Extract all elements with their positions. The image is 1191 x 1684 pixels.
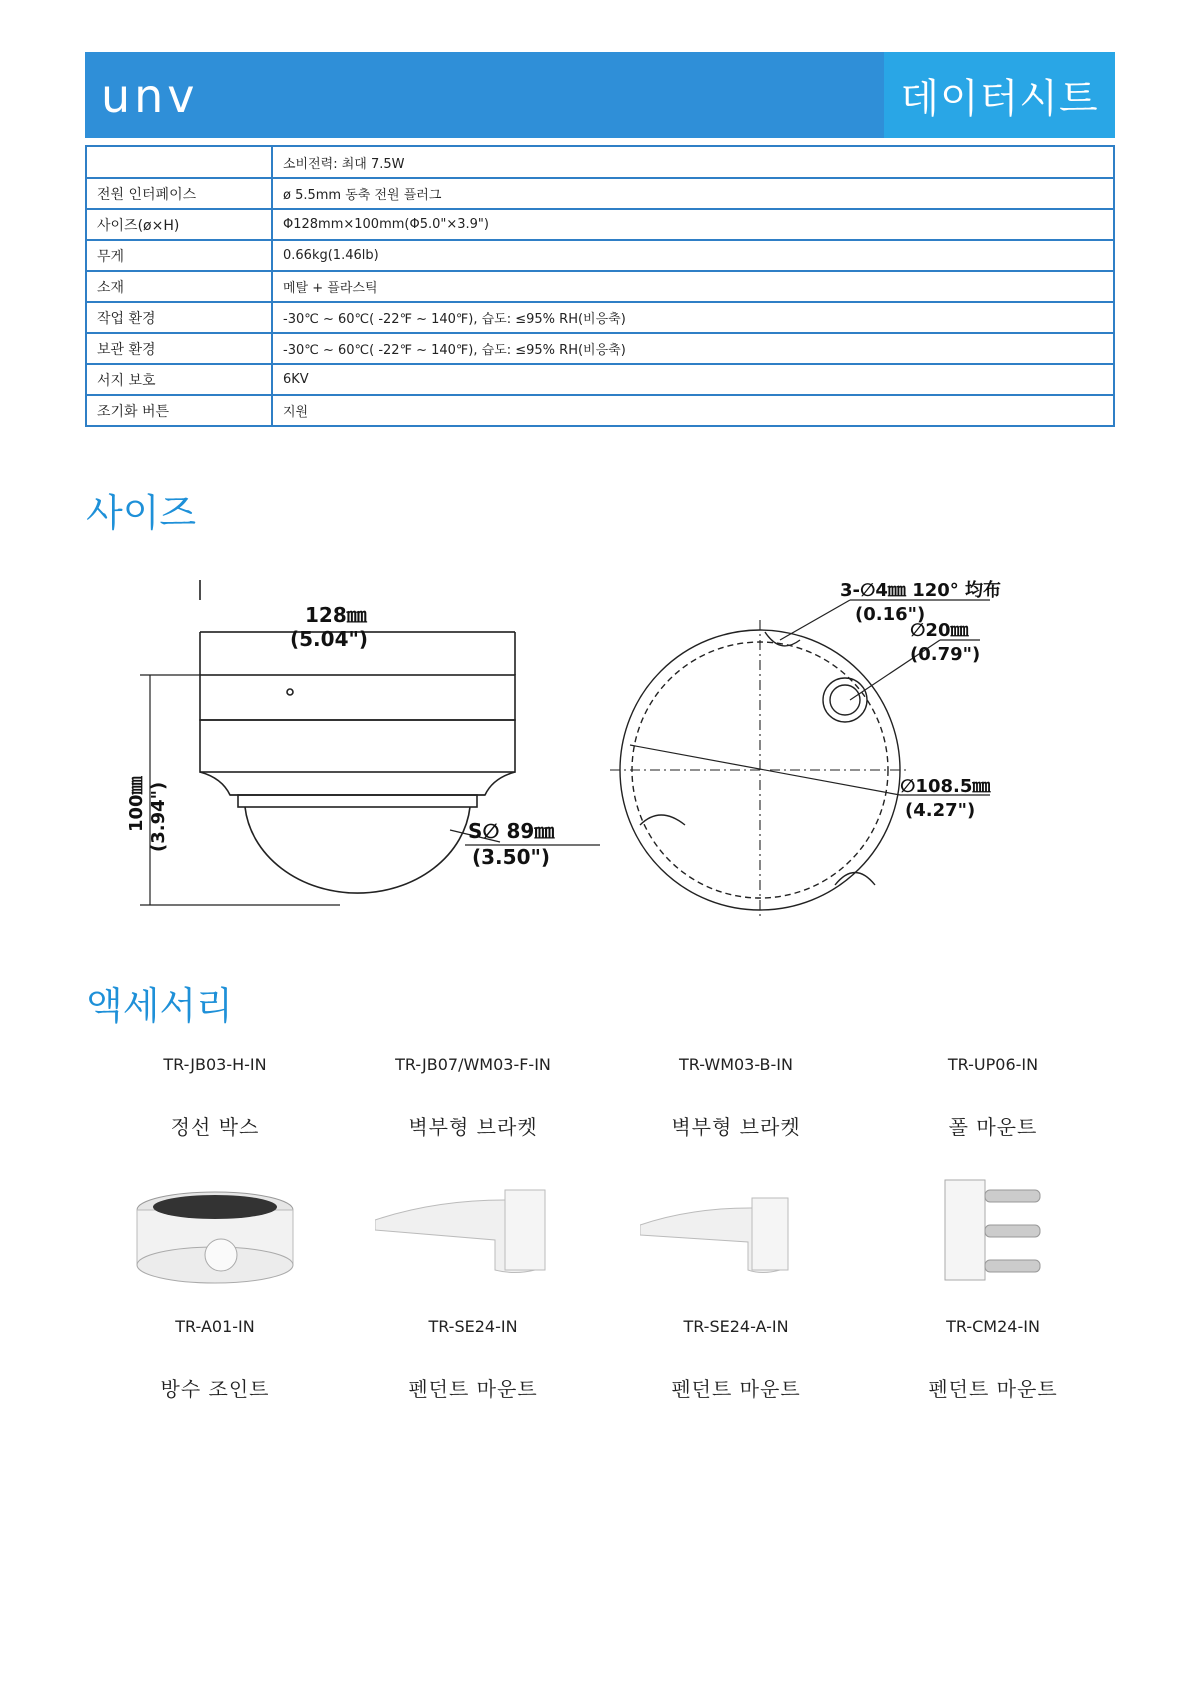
spec-value: 지원 — [272, 395, 1114, 426]
spec-key: 서지 보호 — [86, 364, 272, 395]
table-row — [86, 240, 1114, 271]
dimension-drawing — [120, 580, 1080, 940]
spec-key: 조기화 버튼 — [86, 395, 272, 426]
spec-value: 6KV — [272, 364, 1114, 395]
width-in-label: (5.04") — [290, 627, 369, 651]
height-mm-label: 100㎜ — [126, 776, 147, 832]
datasheet-title-box — [884, 52, 1115, 138]
spec-key: 전원 인터페이스 — [86, 178, 272, 209]
table-row — [86, 146, 1114, 178]
accessory-name: 벽부형 브라켓 — [408, 1115, 538, 1139]
base-in-label: (4.27") — [905, 800, 976, 821]
spec-key: 소재 — [86, 271, 272, 302]
accessory-code: TR-CM24-IN — [946, 1317, 1040, 1336]
spec-value: -30℃ ~ 60℃( -22℉ ~ 140℉), 습도: ≤95% RH(비응축) — [272, 302, 1114, 333]
table-row — [86, 271, 1114, 302]
dome-in-label: (3.50") — [472, 845, 551, 869]
cable-in-label: (0.79") — [910, 644, 981, 665]
accessory-code: TR-JB07/WM03-F-IN — [395, 1055, 551, 1074]
spec-value: 0.66kg(1.46lb) — [272, 240, 1114, 271]
accessory-code: TR-SE24-IN — [428, 1317, 518, 1336]
table-row — [86, 364, 1114, 395]
base-mm-label: ∅108.5㎜ — [900, 776, 991, 797]
accessory-code: TR-UP06-IN — [947, 1055, 1039, 1074]
accessory-code: TR-A01-IN — [175, 1317, 255, 1336]
dome-mm-label: S∅ 89㎜ — [468, 819, 555, 843]
spec-value: -30℃ ~ 60℃( -22℉ ~ 140℉), 습도: ≤95% RH(비응축) — [272, 333, 1114, 364]
pole-mount-image — [940, 1175, 1050, 1290]
unv-logo — [101, 68, 211, 122]
holes-in-label: (0.16") — [855, 604, 926, 625]
spec-value: ø 5.5mm 동축 전원 플러그 — [272, 178, 1114, 209]
spec-key: 무게 — [86, 240, 272, 271]
wall-bracket-b-image — [640, 1190, 820, 1290]
spec-value: 메탈 + 플라스틱 — [272, 271, 1114, 302]
accessory-code: TR-JB03-H-IN — [163, 1055, 267, 1074]
accessory-name: 방수 조인트 — [160, 1377, 270, 1401]
width-mm-label: 128㎜ — [305, 603, 367, 627]
accessory-name: 펜던트 마운트 — [928, 1377, 1058, 1401]
table-row — [86, 333, 1114, 364]
accessory-name: 펜던트 마운트 — [671, 1377, 801, 1401]
accessories-section-title: 액세서리 — [86, 984, 233, 1028]
junction-box-image — [135, 1185, 295, 1295]
svg-text:unv: unv — [101, 69, 199, 122]
size-section-title: 사이즈 — [86, 491, 197, 535]
height-in-label: (3.94") — [148, 781, 169, 852]
wall-bracket-image — [375, 1180, 575, 1295]
accessory-code: TR-SE24-A-IN — [683, 1317, 789, 1336]
datasheet-title: 데이터시트 — [900, 75, 1099, 122]
cable-mm-label: ∅20㎜ — [910, 620, 969, 641]
table-row — [86, 209, 1114, 240]
spec-value: 소비전력: 최대 7.5W — [272, 146, 1114, 178]
table-row — [86, 178, 1114, 209]
spec-table — [85, 145, 1115, 427]
table-row — [86, 395, 1114, 426]
header-bar — [85, 52, 1115, 138]
spec-key: 작업 환경 — [86, 302, 272, 333]
table-row — [86, 302, 1114, 333]
accessory-name: 정선 박스 — [170, 1115, 260, 1139]
spec-key: 사이즈(ø×H) — [86, 209, 272, 240]
accessory-code: TR-WM03-B-IN — [679, 1055, 793, 1074]
spec-key — [86, 146, 272, 178]
accessory-name: 폴 마운트 — [948, 1115, 1038, 1139]
accessory-name: 펜던트 마운트 — [408, 1377, 538, 1401]
spec-value: Φ128mm×100mm(Φ5.0"×3.9") — [272, 209, 1114, 240]
holes-mm-label: 3-∅4㎜ 120° 均布 — [840, 580, 1002, 601]
spec-key: 보관 환경 — [86, 333, 272, 364]
accessory-name: 벽부형 브라켓 — [671, 1115, 801, 1139]
